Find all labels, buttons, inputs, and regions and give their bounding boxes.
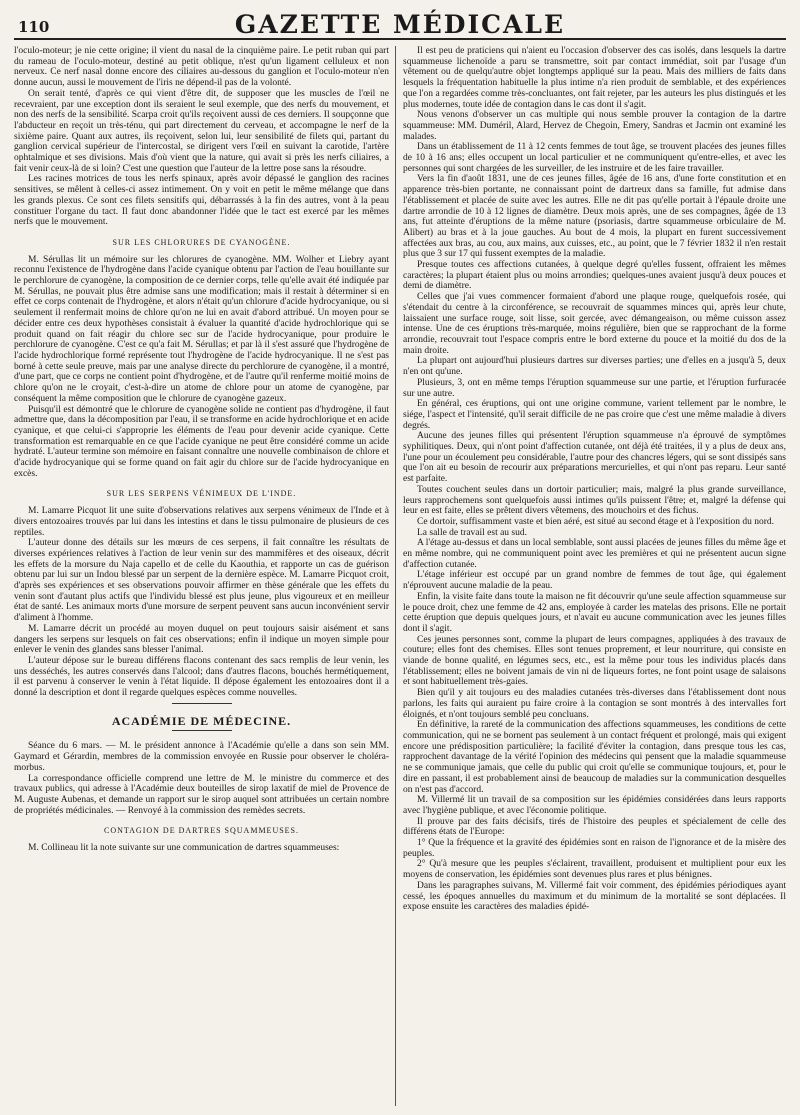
paragraph: Celles que j'ai vues commencer formaient d'abord une plaque rouge, quelquefois rosée, qui s'étendait du centre à la circonférence, se recouvrait de squammes minces qui, après leur chute, laissaient une surface rouge, soit lisse, soit gercée, avec démangeaison, ou même cuisson assez intense. Une de ces éruptions très-marquée, moins régulière, bien que se rapprochant de la forme arrondie, recouvrait tout l'espace compris entre le bord externe du pouce et la moitié du dos de la main droite. <box>403 292 786 356</box>
paragraph: Aucune des jeunes filles qui présentent l'éruption squammeuse n'a éprouvé de symptômes syphilitiques. Deux, qui n'ont point d'affection cutanée, ont déjà été traitées, il y a plus de deux ans, l'une pour un écoulement peu considérable, l'autre pour des chancres légers, qui se sont dissipés sans que l'on ait eu besoin de recourir aux préparations mercurielles, et qui n'ont pas reparu. Leur santé est parfaite. <box>403 431 786 485</box>
paragraph: Plusieurs, 3, ont en même temps l'éruption squammeuse sur une partie, et l'éruption furfuracée sur une autre. <box>403 377 786 399</box>
paragraph: Ces jeunes personnes sont, comme la plupart de leurs compagnes, appliquées à des travaux de couture; elles font des chemises. Elles sont tenues proprement, et leur nourriture, qui consiste en viande de bonne qualité, en légumes secs, etc., est la même pour tous les individus placés dans l'établissement; elles ne boivent jamais de vin ni de liqueurs fortes, ne font point usage de salaisons et sont habituellement très-gaies. <box>403 634 786 688</box>
paragraph: Dans un établissement de 11 à 12 cents femmes de tout âge, se trouvent placées des jeunes filles de 10 à 16 ans; elles occupent un local particulier et ne communiquent qu'entre-elles, et avec les personnes qui sont chargées de les surveiller, de les instruire et de les faire travailler. <box>403 142 786 174</box>
paragraph: 2° Qu'à mesure que les peuples s'éclairent, travaillent, produisent et multiplient pour eux les moyens de conservation, les épidémies sont devenues plus rares et plus bénignes. <box>403 859 786 881</box>
paragraph: Il prouve par des faits décisifs, tirés de l'histoire des peuples et spécialement de celle des différens états de l'Europe: <box>403 816 786 838</box>
left-column <box>14 46 389 1106</box>
paragraph: l'oculo-moteur; je nie cette origine; il vient du nasal de la cinquième paire. Le petit ruban qui part du rameau de l'oculo-moteur, destiné au petit oblique, n'est qu'un ligament celluleux et non nerveux. Ce nerf nasal donne encore des ciliaires au-dessous du ganglion et l'oculo-moteur n'en donne aucun, aussi le mouvement de l'iris ne dépend-il pas de la volonté. <box>14 46 389 89</box>
right-column <box>403 46 786 1106</box>
paragraph: Dans les paragraphes suivans, M. Villermé fait voir comment, des épidémies périodiques ayant cessé, les époques annuelles du maximum et du minimum de la mortalité se sont déplacées. Il expose ensuite les caractères des maladies épidé- <box>403 880 786 913</box>
paragraph: En général, ces éruptions, qui ont une origine commune, varient tellement par le nombre, le siége, l'aspect et l'intensité, qu'il serait difficile de ne pas croire que c'est une même maladie à divers degrés. <box>403 399 786 431</box>
paragraph: M. Villermé lit un travail de sa composition sur les épidémies considérées dans leurs rapports avec l'hygiène publique, et avec l'économie politique. <box>403 795 786 816</box>
paragraph: A l'étage au-dessus et dans un local semblable, sont aussi placées de jeunes filles du même âge et en même nombre, qui ne communiquent point avec les premières et qui ne présentent aucun signe d'affection cutanée. <box>403 538 786 570</box>
page-number: 110 <box>18 18 50 36</box>
paragraph: Nous venons d'observer un cas multiple qui nous semble prouver la contagion de la dartre squammeuse: MM. Duméril, Alard, Hervez de Chegoin, Emery, Sandras et Jacmin ont examiné les malades. <box>403 110 786 142</box>
paragraph: M. Lamarre Picquot lit une suite d'observations relatives aux serpens vénimeux de l'Inde et à divers entozoaires trouvés par lui dans les intestins et dans le tissu pulmonaire de plusieurs de ces reptiles. <box>14 506 389 538</box>
paragraph: On serait tenté, d'après ce qui vient d'être dit, de supposer que les muscles de l'œil ne recevraient, par une exception dont ils seraient le seul exemple, que des nerfs du mouvement, et non des nerfs de la sensibilité. Scarpa croit qu'ils reçoivent aussi de ces derniers. Il soupçonne que l'abducteur en reçoit un très-ténu, qui part directement du cerveau, et accompagne le nerf de la sixième paire. Quant aux autres, ils reçoivent, selon lui, leur sensibilité de filets qui, partant du ganglion cervical supérieur de l'intercostal, se dirigent vers l'œil en suivant la carotide, l'artère ophtalmique et ses divisions. Mais d'où vient que la nature, qui avait si près les nerfs ciliaires, a fait venir ceux-là de si loin? C'est une question que l'auteur de la lettre pose sans la résoudre. <box>14 88 389 174</box>
paragraph: La salle de travail est au sud. <box>417 527 528 538</box>
section-heading: SUR LES CHLORURES DE CYANOGÈNE. <box>112 237 291 247</box>
section-divider <box>172 703 232 704</box>
paragraph: 1° Que la fréquence et la gravité des épidémies sont en raison de l'ignorance et de la misère des peuples. <box>403 838 786 859</box>
paragraph: En définitive, la rareté de la communication des affections squammeuses, les conditions de cette communication, qui ne se bornent pas seulement à un contact fréquent et prolongé, mais qui exigent encore une prédisposition particulière; la facilité d'éviter la contagion, dans presque tous les cas, rapprochent davantage de la vérité l'opinion des médecins qui pensent que la maladie squammeuse ne se communique jamais, que celle du public qui croit qu'elle se communique toujours, et, pour le dire en passant, il est probablement ainsi de beaucoup de maladies sur la communication desquelles on n'est pas d'accord. <box>403 720 786 795</box>
paragraph: L'étage inférieur est occupé par un grand nombre de femmes de tout âge, qui également n'éprouvent aucune maladie de la peau. <box>403 570 786 592</box>
paragraph: La plupart ont aujourd'hui plusieurs dartres sur diverses parties; une d'elles en a jusqu'à 5, deux n'en ont qu'une. <box>403 356 786 378</box>
paragraph: Vers la fin d'août 1831, une de ces jeunes filles, âgée de 16 ans, d'une forte constitution et en apparence très-bien portante, ne connaissant point de dartreux dans sa famille, fut admise dans l'établissement et placée de suite avec les autres. Elle ne dit pas qu'elle portait à l'épaule droite une dartre arrondie de 10 à 12 lignes de diamètre. Deux mois après, une de ses compagnes, âgée de 13 ans, fut atteinte d'éruptions de la même nature (psoriasis, dartre squammeuse orbiculaire de M. Alibert) au bras et à la joue gauches. Au bout de 4 mois, la plupart en furent successivement affectées aux bras, au cou, aux mains, aux cuisses, etc., au point, que le 7 février 1832 il n'en restait plus que 3 sur 17 qui fussent exemptes de la maladie. <box>403 174 786 260</box>
section-title: ACADÉMIE DE MÉDECINE. <box>111 713 292 728</box>
paragraph: Presque toutes ces affections cutanées, à quelque degré qu'elles fussent, offraient les mêmes caractères; la plupart étaient plus ou moins arrondies; quelques-unes avaient jusqu'à deux pouces et demi de diamètre. <box>403 260 786 292</box>
paragraph: M. Lamarre décrit un procédé au moyen duquel on peut toujours saisir aisément et sans dangers les serpens sur lesquels on fait ces observations; enfin il indique un moyen simple pour enlever le venin des glandes sans blesser l'animal. <box>14 623 389 656</box>
journal-title: GAZETTE MÉDICALE <box>234 10 566 39</box>
column-rule <box>395 46 396 1106</box>
paragraph: Bien qu'il y ait toujours eu des maladies cutanées très-diverses dans l'établissement dont nous parlons, les faits qui auraient pu faire croire à la contagion se sont montrés à des intervalles fort éloignés, et n'ont toujours semblé peu concluans. <box>403 688 786 720</box>
section-divider <box>172 730 232 731</box>
paragraph: L'auteur donne des détails sur les mœurs de ces serpens, il fait connaître les résultats de diverses expériences relatives à l'action de leur venin sur des mammifères et des oiseaux, décrit les effets de la morsure du Naja capello et de celle du Kaouthia, et rapporte un cas de guérison obtenu par lui sur un Indou blessé par un serpent de la dernière espèce. M. Lamarre Picquot croit, d'après ses expériences et ses observations pouvoir affirmer en thèse générale que les effets du venin sont d'autant plus actifs que l'individu blessé est plus jeune, plus vigoureux et en meilleur état de santé. Les animaux morts d'une morsure de serpent peuvent sans aucun inconvénient servir d'aliment à l'homme. <box>14 538 389 624</box>
paragraph: Il est peu de praticiens qui n'aient eu l'occasion d'observer des cas isolés, dans lesquels la dartre squammeuse lichenoïde a paru se transmettre, soit par contact immédiat, soit par l'usage d'un vêtement ou de quelqu'autre objet longtemps appliqué sur la peau. Mais des milliers de faits dans lesquels la fréquentation habituelle la plus intime n'a rien produit de semblable, et des expériences que l'on a regardées comme très-concluantes, ont fait rejeter, par les auteurs les plus distingués et les plus modernes, toute idée de contagion dans le cas dont il s'agit. <box>403 46 786 110</box>
paragraph: M. Collineau lit la note suivante sur une communication de dartres squammeuses: <box>28 843 340 854</box>
paragraph: La correspondance officielle comprend une lettre de M. le ministre du commerce et des travaux publics, qui adresse à l'Académie deux bouteilles de sirop laxatif de miel de Provence de M. Auguste Aubenas, et demande un rapport sur le sirop auquel sont attribuées un certain nombre de propriétés médicinales. — Renvoyé à la commission des remèdes secrets. <box>14 773 389 816</box>
section-heading: CONTAGION DE DARTRES SQUAMMEUSES. <box>104 826 299 836</box>
paragraph: Les racines motrices de tous les nerfs spinaux, après avoir dépassé le ganglion des racines sensitives, se mêlent à celles-ci assez intimement. On y voit en petit le même mélange que dans les grands plexus. Ce sont ces filets sensitifs qui, débarrassés à la fin des autres, vont à la peau constituer l'organe du tact. Il faut donc abandonner l'idée que le tact est exercé par les mêmes nerfs que le mouvement. <box>14 174 389 228</box>
paragraph: L'auteur dépose sur le bureau différens flacons contenant des sacs remplis de leur venin, les uns desséchés, les autres conservés dans l'alcool; dans d'autres flacons, bouchés hermétiquement, il est parvenu à conserver le venin à l'état liquide. Il dépose également les entozoaires dont il a donné la description et dont il regarde quelques espèces comme nouvelles. <box>14 655 389 699</box>
paragraph: M. Sérullas lit un mémoire sur les chlorures de cyanogène. MM. Wolher et Liebry ayant reconnu l'existence de l'hydrogène dans l'acide cyanique obtenu par l'action de l'eau bouillante sur le perchlorure de cyanogène, la composition de ce dernier corps, telle qu'elle avait été indiquée par M. Sérullas, ne pouvait plus être admise sans une modification; mais il restait à déterminer si en effet ce corps contenait de l'hydrogène, et alors n'était qu'un chlorure d'acide hydrocyanique, ou si seulement il renfermait moins de chlore qu'on ne lui en avait d'abord attribué. Un moyen pour se décider entre ces deux hypothèses consistait à évaluer la quantité d'acide hydrochlorique qui se produit quand on fait réagir du chlore sec sur de l'acide hydrocyanique, pour produire le perchlorure de cyanogène. C'est ce qu'a fait M. Sérullas; et par là il s'est assuré que l'hydrogène de l'acide hydrochlorique formé représente tout l'hydrogène de l'acide hydrocyanique. Il ne s'est pas borné à cette seule preuve, mais par une analyse directe du perchlorure de cyanogène, il a montré, d'une part, que ce corps ne contient point d'hydrogène, et de l'autre qu'il renferme moitié moins de chlore qu'on ne le croyait, c'est-à-dire un atome de chlore pour un atome de cyanogène, par conséquent la même composition que le chlorure de cyanogène gazeux. <box>14 254 389 404</box>
paragraph: Toutes couchent seules dans un dortoir particulier; mais, malgré la plus grande surveillance, leurs rapprochemens sont quelquefois aussi intimes qu'ils puissent l'être; et, malgré la défense qui leur en est faite, elles se prêtent divers vêtemens, des mouchoirs et des fichus. <box>403 484 786 517</box>
paragraph: Séance du 6 mars. — M. le président annonce à l'Académie qu'elle a dans son sein MM. Gaymard et Gérardin, membres de la commission envoyée en Russie pour observer le choléra-morbus. <box>14 741 389 773</box>
paragraph: Puisqu'il est démontré que le chlorure de cyanogène solide ne contient pas d'hydrogène, il faut admettre que, dans la décomposition par l'eau, il se transforme en acide hydrochlorique et en acide cyanique, et que celui-ci s'approprie les éléments de l'eau pour devenir acide cyanique. Cette transformation est remarquable en ce que l'acide cyanique ne peut être considéré comme un acide hydraté. L'auteur termine son mémoire en faisant connaître une nouvelle combinaison de chlore et d'acide hydrocyanique qui se forme quand on fait agir du chlore sur de l'acide hydrocyanique en excès. <box>14 404 389 479</box>
page-header <box>14 8 786 40</box>
section-heading: SUR LES SERPENS VÉNIMEUX DE L'INDE. <box>106 489 297 499</box>
paragraph: Enfin, la visite faite dans toute la maison ne fit découvrir qu'une seule affection squammeuse sur le pouce droit, chez une femme de 42 ans, employée à carder les matelas des prisons. Elle ne portait cette éruption que depuis quelques jours, et n'avait eu aucune communication avec les jeunes filles dont il s'agit. <box>403 591 786 634</box>
paragraph: Ce dortoir, suffisamment vaste et bien aéré, est situé au second étage et à l'exposition du nord. <box>417 516 775 527</box>
